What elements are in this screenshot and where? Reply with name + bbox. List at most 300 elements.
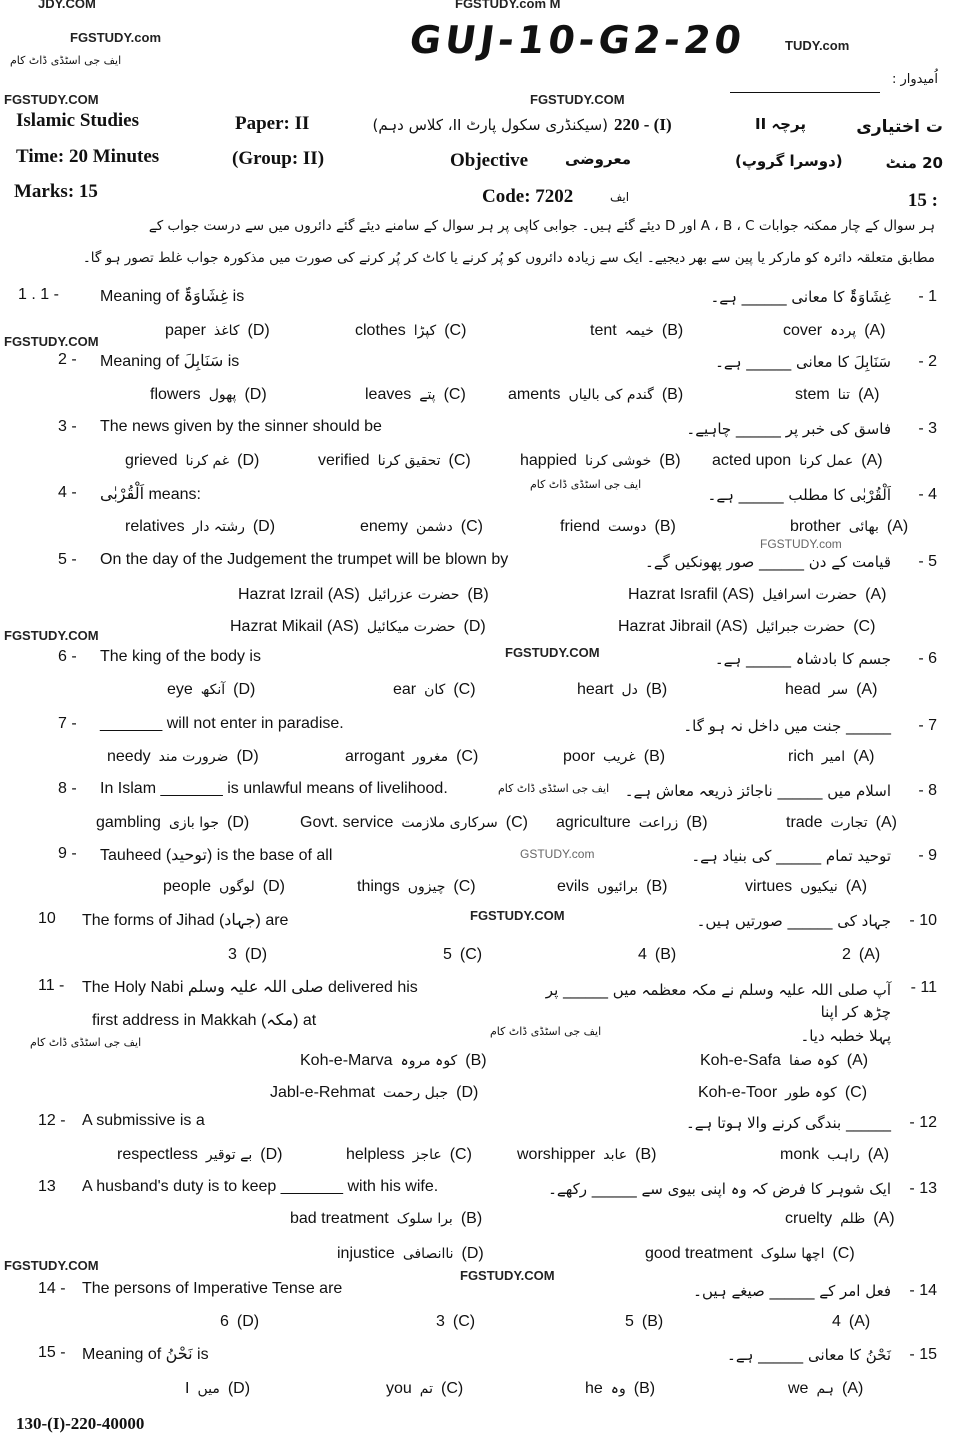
watermark: ایف جی اسٹڈی ڈاٹ کام [10, 54, 122, 67]
option-text-en: gambling [96, 814, 161, 831]
option-text-ur: نیکیوں [800, 879, 838, 895]
question-text-en: The persons of Imperative Tense are [82, 1280, 343, 1297]
option-d [270, 1084, 478, 1102]
question-number-en: 12 - [38, 1112, 66, 1129]
option-letter: (C) [456, 748, 479, 765]
question-text-ur: اسلام میں ______ ناجائز ذریعہ معاش ہے۔ [624, 782, 891, 800]
option-a [712, 452, 883, 470]
option-b [508, 386, 683, 404]
option-letter: (C) [505, 814, 528, 831]
option-c [386, 1380, 463, 1398]
option-text-en: respectless [117, 1146, 198, 1163]
option-text-en: we [788, 1380, 809, 1397]
option-letter: (B) [654, 946, 677, 963]
option-text-ur: کپڑا [413, 323, 437, 339]
option-b [517, 1146, 656, 1164]
marks-en: Marks: 15 [14, 181, 98, 202]
group-ur: (دوسرا گروپ) [735, 152, 843, 170]
option-text-ur: کوہ طور [785, 1085, 837, 1101]
option-text-ur: تنا [837, 387, 851, 403]
option-text-en: head [785, 681, 821, 698]
question-text-ur: جہاد کی ______ صورتیں ہیں۔ [696, 912, 891, 930]
option-text-ur: دشمن [416, 519, 453, 535]
question-text-ur: فاسق کی خبر پر ______ چاہیے۔ [686, 420, 891, 438]
option-text-ur: جبل رحمت [382, 1085, 449, 1101]
option-text-en: things [357, 878, 400, 895]
option-text-en: virtues [745, 878, 793, 895]
time-en: Time: 20 Minutes [16, 146, 160, 167]
subject-ur: ت اختیاری [856, 117, 943, 137]
instruction-line-1: ہر سوال کے چار ممکنہ جوابات A ، B ، C اور D دیئے گئے ہیں۔ جوابی کاپی پر ہر سوال کے سامنے دیئے گئے دائروں میں سے درست جواب کے [148, 218, 935, 234]
option-letter: (B) [465, 1052, 487, 1069]
question-text-en-line2: first address in Makkah (مکہ) at [92, 1012, 317, 1029]
option-d [125, 518, 275, 536]
option-text-ur: خیمہ [624, 323, 654, 339]
option-letter: (B) [643, 748, 666, 765]
option-c [346, 1146, 472, 1164]
option-text-en: trade [786, 814, 823, 831]
option-text-en: paper [165, 322, 206, 339]
option-text-en: grieved [125, 452, 178, 469]
option-b [238, 586, 489, 604]
question-text-en: Meaning of نَحْنُ is [82, 1346, 209, 1363]
option-c [357, 878, 476, 896]
option-b [590, 322, 683, 340]
option-text-ur: تحقیق کرنا [377, 453, 441, 469]
option-text-en: good treatment [645, 1245, 753, 1262]
option-text-en: eye [167, 681, 193, 698]
option-letter: (D) [244, 386, 267, 403]
option-text-ur: دوست [608, 519, 647, 535]
option-text-en: 5 [443, 946, 452, 963]
option-text-ur: کوہ صفا [788, 1053, 839, 1069]
option-a [785, 1210, 895, 1228]
option-b [625, 1313, 663, 1331]
question-text-en: The forms of Jihad (جہاد) are [82, 912, 289, 929]
option-letter: (A) [841, 1380, 864, 1397]
option-text-ur: خوشی کرنا [584, 453, 652, 469]
question-text-en: The king of the body is [100, 648, 261, 665]
option-a [628, 586, 886, 604]
option-text-en: happied [520, 452, 577, 469]
option-text-en: worshipper [517, 1146, 596, 1163]
option-text-en: I [185, 1380, 190, 1397]
option-text-ur: عاجز [412, 1147, 442, 1163]
code-ur: ایف [610, 190, 630, 204]
option-text-ur: زراعت [638, 815, 679, 831]
watermark: JDY.COM [38, 0, 96, 11]
question-number-ur: - 4 [918, 486, 937, 503]
option-letter: (B) [686, 814, 708, 831]
option-letter: (D) [233, 681, 256, 698]
option-text-ur: سر [828, 682, 849, 698]
paper-ur: پرچہ II [755, 115, 806, 133]
option-a [783, 322, 886, 340]
option-letter: (C) [452, 1313, 476, 1330]
question-text-ur: سَنَابِلَ کا معانی ______ ہے۔ [715, 353, 891, 371]
option-d [185, 1380, 250, 1398]
question-number-en: 2 - [58, 351, 77, 368]
question-text-ur: اَلْقُرْبٰی کا مطلب ______ ہے۔ [707, 486, 891, 504]
watermark: ایف جی اسٹڈی ڈاٹ کام [498, 782, 610, 795]
option-a [745, 878, 867, 896]
option-letter: (D) [244, 946, 268, 963]
option-letter: (D) [463, 618, 486, 635]
option-text-ur: راہب [827, 1147, 860, 1163]
option-text-ur: تجارت [830, 815, 868, 831]
question-number-en: 7 - [58, 715, 77, 732]
question-text-ur: جسم کا بادشاہ ______ ہے۔ [714, 650, 891, 668]
option-text-en: injustice [337, 1245, 395, 1262]
option-text-ur: ضرورت مند [158, 749, 229, 765]
option-b [557, 878, 668, 896]
option-text-ur: برا سلوک [396, 1211, 453, 1227]
question-number-ur: - 3 [918, 420, 937, 437]
option-text-en: cruelty [785, 1210, 833, 1227]
option-letter: (C) [441, 1380, 464, 1397]
option-text-en: Jabl-e-Rehmat [270, 1084, 375, 1101]
option-d [163, 878, 285, 896]
option-letter: (A) [875, 814, 897, 831]
option-letter: (A) [865, 586, 887, 603]
option-b [638, 946, 676, 964]
option-letter: (A) [846, 1052, 869, 1069]
option-text-ur: پردہ [830, 323, 857, 339]
option-text-en: 4 [832, 1313, 841, 1330]
option-a [790, 518, 908, 536]
option-b [290, 1210, 482, 1228]
option-letter: (C) [448, 452, 471, 469]
question-number-ur: - 14 [909, 1282, 937, 1299]
option-c [345, 748, 478, 766]
option-a [780, 1146, 889, 1164]
option-letter: (A) [867, 1146, 890, 1163]
option-letter: (B) [635, 1146, 657, 1163]
option-text-en: monk [780, 1146, 820, 1163]
option-d [107, 748, 259, 766]
question-number-en: 14 - [38, 1280, 66, 1297]
option-letter: (B) [641, 1313, 664, 1330]
option-text-en: evils [557, 878, 590, 895]
option-letter: (A) [861, 452, 883, 469]
option-text-ur: ناانصافی [402, 1246, 454, 1262]
question-text-en: Tauheed (توحید) is the base of all [100, 847, 333, 864]
option-text-ur: مغرور [412, 749, 449, 765]
option-d [337, 1245, 484, 1263]
option-text-en: Hazrat Jibrail (AS) [618, 618, 748, 635]
question-text-en: In Islam _______ is unlawful means of livelihood. [100, 780, 448, 797]
option-d [117, 1146, 282, 1164]
option-letter: (D) [260, 1146, 283, 1163]
candidate-line [730, 92, 880, 93]
option-letter: (D) [236, 748, 259, 765]
question-number-ur: - 12 [909, 1114, 937, 1131]
option-d [167, 681, 255, 699]
watermark: ایف جی اسٹڈی ڈاٹ کام [30, 1036, 142, 1049]
question-number-en: 15 - [38, 1344, 66, 1361]
option-letter: (B) [633, 1380, 656, 1397]
option-letter: (B) [460, 1210, 483, 1227]
question-number-ur: - 11 [910, 979, 937, 996]
option-text-en: brother [790, 518, 841, 535]
option-c [443, 946, 482, 964]
option-c [355, 322, 466, 340]
option-text-ur: گندم کی بالیاں [568, 387, 654, 403]
option-letter: (B) [661, 386, 684, 403]
option-letter: (A) [858, 946, 881, 963]
option-letter: (A) [864, 322, 886, 339]
question-number-ur: - 6 [918, 650, 937, 667]
option-text-ur: حضرت میکائیل [366, 619, 456, 635]
question-number-ur: - 13 [909, 1180, 937, 1197]
handwritten-paper-code: GUJ-10-G2-20 [406, 18, 748, 62]
option-text-en: 6 [220, 1313, 229, 1330]
code-en: Code: 7202 [482, 186, 574, 207]
option-letter: (A) [858, 386, 880, 403]
option-text-ur: دل [621, 682, 638, 698]
option-text-ur: حضرت اسرافیل [762, 587, 858, 603]
option-text-ur: کان [424, 682, 446, 698]
option-text-en: needy [107, 748, 151, 765]
question-number-en: 5 - [58, 551, 77, 568]
question-number-en: 11 - [38, 977, 65, 994]
option-text-ur: ظلم [840, 1211, 866, 1227]
option-letter: (D) [236, 1313, 260, 1330]
option-b [556, 814, 708, 832]
question-text-en: Meaning of سَنَابِلَ is [100, 353, 240, 370]
option-letter: (B) [645, 681, 668, 698]
option-text-en: bad treatment [290, 1210, 389, 1227]
option-text-en: helpless [346, 1146, 405, 1163]
question-text-ur: ایک شوہر کا فرض کہ وہ اپنی بیوی سے ______ رکھے۔ [548, 1180, 891, 1198]
option-text-en: Hazrat Israfil (AS) [628, 586, 755, 603]
option-c [645, 1245, 855, 1263]
option-letter: (A) [853, 748, 875, 765]
question-number-ur: - 9 [918, 847, 937, 864]
option-letter: (A) [856, 681, 878, 698]
option-b [300, 1052, 487, 1070]
option-text-ur: سرکاری ملازمت [401, 815, 498, 831]
watermark: FGSTUDY.COM [460, 1268, 555, 1283]
option-letter: (D) [252, 518, 276, 535]
option-d [96, 814, 249, 832]
option-letter: (C) [832, 1245, 855, 1262]
watermark: FGSTUDY.com [70, 30, 162, 45]
option-text-en: Koh-e-Toor [698, 1084, 778, 1101]
question-number-en: 13 [38, 1178, 56, 1195]
option-text-ur: میں [197, 1381, 220, 1397]
option-letter: (C) [444, 322, 467, 339]
option-text-ur: اچھا سلوک [760, 1246, 825, 1262]
option-letter: (B) [661, 322, 684, 339]
watermark: FGSTUDY.COM [530, 92, 625, 107]
option-text-ur: آنکھ [200, 682, 226, 698]
option-letter: (B) [646, 878, 668, 895]
watermark: ایف جی اسٹڈی ڈاٹ کام [530, 478, 642, 491]
option-text-en: cover [783, 322, 823, 339]
option-text-ur: رشتہ دار [192, 519, 245, 535]
option-letter: (C) [853, 618, 876, 635]
option-c [436, 1313, 475, 1331]
watermark: TUDY.com [785, 38, 850, 53]
option-d [165, 322, 270, 340]
paper-code: 220 - (I) [614, 115, 672, 134]
paper-en: Paper: II [235, 113, 310, 134]
option-letter: (C) [460, 518, 483, 535]
option-text-en: 3 [228, 946, 237, 963]
option-b [563, 748, 665, 766]
instruction-line-2: مطابق متعلقہ دائرہ کو مارکر یا پین سے بھر دیجیے۔ ایک سے زیادہ دائروں کو پُر کرنے یا کاٹ کر پُر کرنے کی صورت میں مذکورہ جواب غلط تصور ہو گا۔ [82, 250, 935, 266]
question-text-ur: ______ بندگی کرنے والا ہوتا ہے۔ [685, 1114, 891, 1132]
option-text-ur: کاغذ [213, 323, 240, 339]
question-number-ur: - 1 [918, 288, 937, 305]
watermark: FGSTUDY.com [760, 537, 842, 551]
option-text-ur: غم کرنا [185, 453, 230, 469]
option-text-en: agriculture [556, 814, 631, 831]
question-text-ur: نَحْنُ کا معانی ______ ہے۔ [727, 1346, 891, 1364]
option-text-en: friend [560, 518, 601, 535]
question-text-ur-line2: پہلا خطبہ دیا۔ [800, 1027, 891, 1045]
option-text-ur: غریب [603, 749, 636, 765]
option-text-ur: چیزوں [407, 879, 446, 895]
question-text-en: The Holy Nabi صلی اللہ علیہ وسلم delivered his [82, 979, 418, 996]
option-d [220, 1313, 259, 1331]
option-letter: (C) [449, 1146, 472, 1163]
watermark: FGSTUDY.COM [505, 645, 600, 660]
watermark: FGSTUDY.COM [470, 908, 565, 923]
objective-ur: معروضی [565, 150, 632, 168]
option-text-en: you [386, 1380, 412, 1397]
option-d [150, 386, 267, 404]
question-number-ur: - 10 [909, 912, 937, 929]
question-number-en: 6 - [58, 648, 77, 665]
option-text-ur: تم [419, 1381, 434, 1397]
option-a [788, 748, 874, 766]
option-letter: (A) [873, 1210, 895, 1227]
option-c [300, 814, 528, 832]
option-d [125, 452, 259, 470]
option-a [700, 1052, 868, 1070]
paper-desc-ur: (سیکنڈری سکول پارٹ II، کلاس دہم) [372, 116, 608, 134]
option-text-en: 5 [625, 1313, 634, 1330]
option-letter: (D) [461, 1245, 484, 1262]
option-text-ur: ہم [816, 1381, 834, 1397]
watermark: FGSTUDY.COM [4, 334, 99, 349]
option-text-ur: حضرت جبرائیل [755, 619, 846, 635]
option-text-en: Hazrat Izrail (AS) [238, 586, 360, 603]
option-text-en: Koh-e-Marva [300, 1052, 393, 1069]
option-text-en: stem [795, 386, 830, 403]
option-text-ur: برائیوں [597, 879, 639, 895]
watermark: ایف جی اسٹڈی ڈاٹ کام [490, 1025, 602, 1038]
watermark: FGSTUDY.COM [4, 1258, 99, 1273]
option-letter: (A) [848, 1313, 871, 1330]
option-letter: (C) [453, 681, 476, 698]
option-text-en: people [163, 878, 212, 895]
option-text-en: ear [393, 681, 417, 698]
option-c [360, 518, 483, 536]
option-letter: (B) [659, 452, 681, 469]
option-text-en: 4 [638, 946, 647, 963]
candidate-label: اُمیدوار : [891, 72, 938, 87]
option-text-ur: بھائی [848, 519, 879, 535]
option-text-ur: عمل کرنا [799, 453, 854, 469]
option-text-ur: لوگوں [219, 879, 255, 895]
option-text-ur: جوا بازی [168, 815, 220, 831]
option-d [230, 618, 486, 636]
question-text-en: On the day of the Judgement the trumpet will be blown by [100, 551, 509, 568]
option-text-en: tent [590, 322, 617, 339]
option-text-en: poor [563, 748, 596, 765]
option-b [577, 681, 667, 699]
option-text-en: arrogant [345, 748, 405, 765]
option-text-en: he [585, 1380, 603, 1397]
question-number-ur: - 5 [918, 553, 937, 570]
option-a [832, 1313, 870, 1331]
subject-en: Islamic Studies [16, 110, 139, 131]
question-number-ur: - 2 [918, 353, 937, 370]
option-c [365, 386, 466, 404]
option-letter: (D) [262, 878, 285, 895]
question-text-en: A submissive is a [82, 1112, 205, 1129]
option-d [228, 946, 267, 964]
objective-en: Objective [450, 150, 529, 171]
question-number-en: 10 [38, 910, 56, 927]
marks-ur: 15 : [907, 190, 938, 211]
question-number-ur: - 7 [918, 717, 937, 734]
question-text-ur: غِشَاوَۃٌ کا معانی ______ ہے۔ [710, 288, 891, 306]
option-letter: (A) [845, 878, 868, 895]
option-text-en: acted upon [712, 452, 792, 469]
option-letter: (C) [844, 1084, 868, 1101]
question-text-ur: فعل امر کے ______ صیغے ہیں۔ [693, 1282, 891, 1300]
option-text-en: clothes [355, 322, 406, 339]
question-text-en: _______ will not enter in paradise. [100, 715, 344, 732]
option-text-ur: کوہ مروہ [400, 1053, 458, 1069]
question-number-en: 1 . 1 - [18, 286, 59, 303]
option-letter: (D) [247, 322, 270, 339]
question-number-ur: - 15 [909, 1346, 937, 1363]
question-number-en: 4 - [58, 484, 77, 501]
option-letter: (C) [443, 386, 466, 403]
watermark: FGSTUDY.COM [4, 628, 99, 643]
option-text-ur: پتے [419, 387, 436, 403]
option-text-ur: پھول [208, 387, 237, 403]
option-c [318, 452, 471, 470]
option-b [520, 452, 681, 470]
footer-code: 130-(I)-220-40000 [16, 1414, 145, 1433]
watermark: FGSTUDY.COM [4, 92, 99, 107]
option-c [618, 618, 875, 636]
option-text-en: Govt. service [300, 814, 394, 831]
question-text-ur: آپ صلی اللہ علیہ وسلم نے مکہ معظمہ میں ______ پر چڑھ کر اپنا [545, 981, 891, 1021]
question-text-en: The news given by the sinner should be [100, 418, 382, 435]
option-text-en: 3 [436, 1313, 445, 1330]
option-text-en: leaves [365, 386, 412, 403]
option-letter: (D) [456, 1084, 479, 1101]
option-text-en: flowers [150, 386, 201, 403]
option-text-en: verified [318, 452, 370, 469]
option-text-ur: وہ [610, 1381, 626, 1397]
option-a [795, 386, 879, 404]
option-letter: (A) [886, 518, 909, 535]
option-text-ur: عابد [603, 1147, 628, 1163]
option-c [393, 681, 476, 699]
option-text-en: aments [508, 386, 561, 403]
question-number-en: 9 - [58, 845, 77, 862]
option-letter: (D) [227, 814, 250, 831]
option-a [842, 946, 880, 964]
